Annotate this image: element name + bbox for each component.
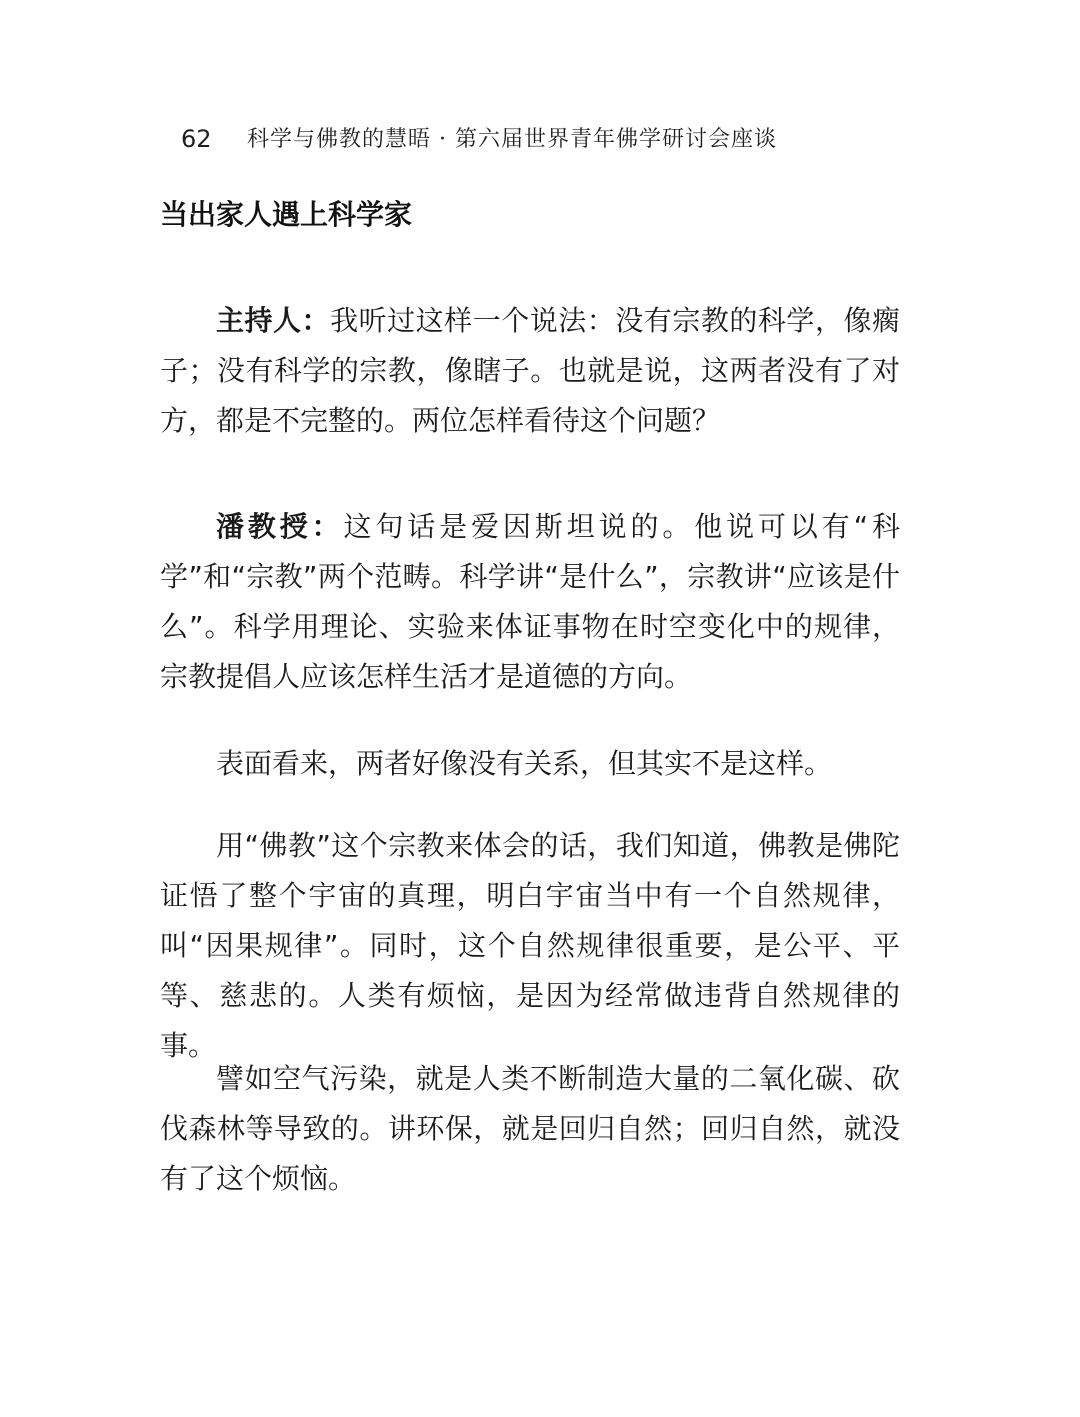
speaker-label: 主持人： — [216, 304, 331, 337]
paragraph-text: 表面看来，两者好像没有关系，但其实不是这样。 — [216, 747, 833, 780]
paragraph — [160, 739, 900, 789]
section-title: 当出家人遇上科学家 — [160, 198, 413, 231]
page-number: 62 — [181, 125, 212, 153]
running-header-title: 科学与佛教的慧晤 · 第六届世界青年佛学研讨会座谈 — [247, 127, 777, 152]
paragraph — [160, 1054, 900, 1204]
paragraph-text: 这句话是爱因斯坦说的。他说可以有“科学”和“宗教”两个范畴。科学讲“是什么”，宗教讲“应该是什么”。科学用理论、实验来体证事物在时空变化中的规律，宗教提倡人应该怎样生活才是道德的方向。 — [160, 510, 900, 693]
speaker-label: 潘教授： — [216, 510, 344, 543]
paragraph-professor-answer — [160, 502, 900, 702]
paragraph — [160, 821, 900, 1071]
paragraph-text: 用“佛教”这个宗教来体会的话，我们知道，佛教是佛陀证悟了整个宇宙的真理，明白宇宙当中有一个自然规律，叫“因果规律”。同时，这个自然规律很重要，是公平、平等、慈悲的。人类有烦恼，是因为经常做违背自然规律的事。 — [160, 829, 900, 1062]
paragraph-text: 我听过这样一个说法：没有宗教的科学，像瘸子；没有科学的宗教，像瞎子。也就是说，这两者没有了对方，都是不完整的。两位怎样看待这个问题？ — [160, 304, 900, 437]
paragraph-host-question — [160, 296, 900, 446]
paragraph-text: 譬如空气污染，就是人类不断制造大量的二氧化碳、砍伐森林等导致的。讲环保，就是回归自然；回归自然，就没有了这个烦恼。 — [160, 1062, 900, 1195]
